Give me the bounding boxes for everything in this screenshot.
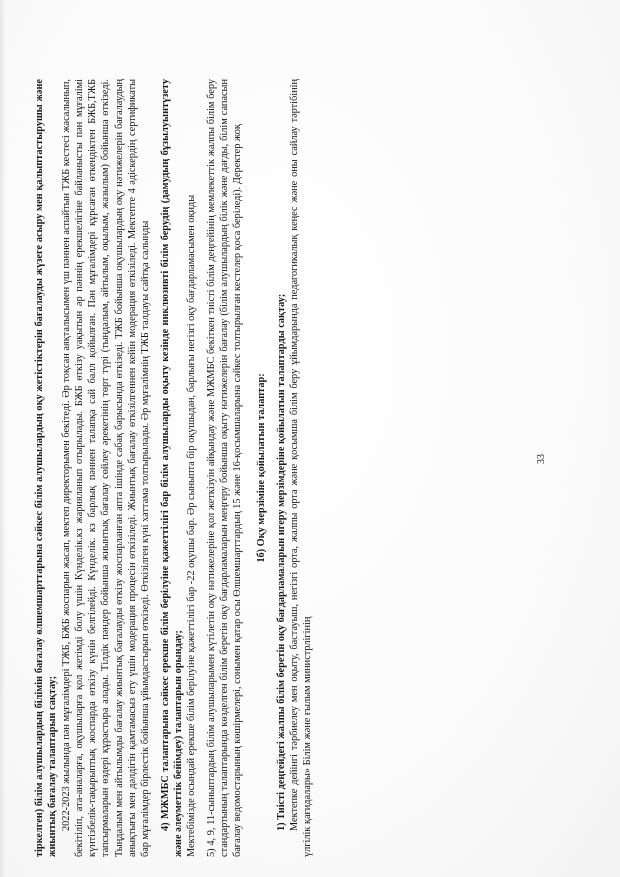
paragraph-learning-outcomes: 5) 4, 9, 11-сыныптардың білім алушыларымен күтілетін оқу нәтижелеріне қол жеткізуін айқындау және МЖМБС бекіткен тиісті білім деңгейінің мемлекеттік жалпы білім беру стандартының талаптарында көзделген білім беретін оқу бағдарламаларын меңгеру бойынша оқыту нәтижелерін бағалау (білім алушылардың білік және дағды, білім сапасын бағалау ведомостарының көшірмелері, сонымен қатар осы Өлшемшарттардың 15 және 16-қосымшаларына сәйкес толтырылған кестелер қоса беріледі). Деректер жоқ	[205, 79, 244, 857]
paragraph-inclusive-education-heading: 4) МЖМБС талаптарына сәйкес ерекше білім берілуіне қажеттілігі бар білім алушыларды оқыту кезінде инклюзивті білім берудің (дамудың бұзылуынтүзету және әлеуметтік бейімдеу) талаптарын орындау;	[159, 79, 184, 857]
paragraph-assessment-requirements: тіркелген) білім алушылардың білімін бағалау өлшемшарттарына сәйкес білім алушылардың оқу жетістіктерін бағалауды жүзеге асыру мен қалыптастырушы және жиынтық бағалау талаптарын сақтау;	[34, 79, 59, 857]
paragraph-special-needs-students: Мектебімізде осындай ерекше білім берілуіне қажеттілігі бар -22 оқушы бар. Әр сыныпта бір оқушыдан, барлығы негізгі оқу бағдарламасымен оқиды	[186, 194, 198, 857]
spacer	[244, 79, 255, 857]
paragraph-assessment-practice: 2022-2023 жылында пән мұғалімдері ТЖБ, БЖБ жоспарын жасап, мектеп директорымен бекітеді. Әр тоқсан аяқталысымен үш пәннен аспайтын ТЖБ кестесі жасалынып, бекітіліп, ата-аналарға, оқушыларға қол жетімді болу үшін Күнделік.кз жарияланып отырылады. БЖБ өткізу уақытын әр пәннің ерекшелігіне байланысты пән мұғалімі күнтізбелік-тақырыптық жоспарда өткізу күнін белгілейді. Күнделік. кз барлық пәннен талапқа сай балл қойылған. Пән мұғалімдері құрсаған өткендіктен БЖБ,ТЖБ тапсырмаларын өздері құрастыра алады. Тілдік пәндер бойынша жиынтық бағалау сөйлеу әрекетінің төрт түрі (тыңдалым, айтылым, оқылым, жазылым) бойынша өткізеді. Тыңдалым мен айтылымды бағалау жиынтық бағалауды өткізу жоспарланған апта ішінде сабақ барысында өткізеді. ТЖБ бойынша оқушылардың оқу нәтижелерін бағалаудың анықтығы мен дәлдігін қамтамасыз ету үшін модерация процесін өткізіледі. Жиынтық бағалау өткізілгеннен кейін модерация өткізіледі. Мектепте 4 әдіскердің сертификаты бар мұғалімдер бірлестік бойынша ұйымдастырып өткізеді. Өткізілген күні хаттама толтырылады. Әр мұғалімнің ТЖБ талдауы сайтқа салынды	[60, 79, 152, 857]
document-body	[33, 79, 315, 857]
section-heading-study-period: 1б) Оқу мерзіміне қойылатын талаптар:	[256, 373, 268, 563]
page-number: 33	[536, 454, 547, 464]
paragraph-program-terms: 1) Тиісті деңгейдегі жалпы білім беретін оқу бағдарламаларын игеру мерзімдеріне қойылатын талаптарды сақтау;	[275, 293, 287, 831]
paragraph-pedagogical-council: Мектепке дейінгі тәрбиелеу мен оқыту, бастауыш, негізгі орта, жалпы орта және қосымша білім беру ұйымдарында педагогикалық кеңес және оны сайлау тәртібінің үлгілік қағидалары» Білім және ғылым министрлігінің	[289, 79, 314, 857]
